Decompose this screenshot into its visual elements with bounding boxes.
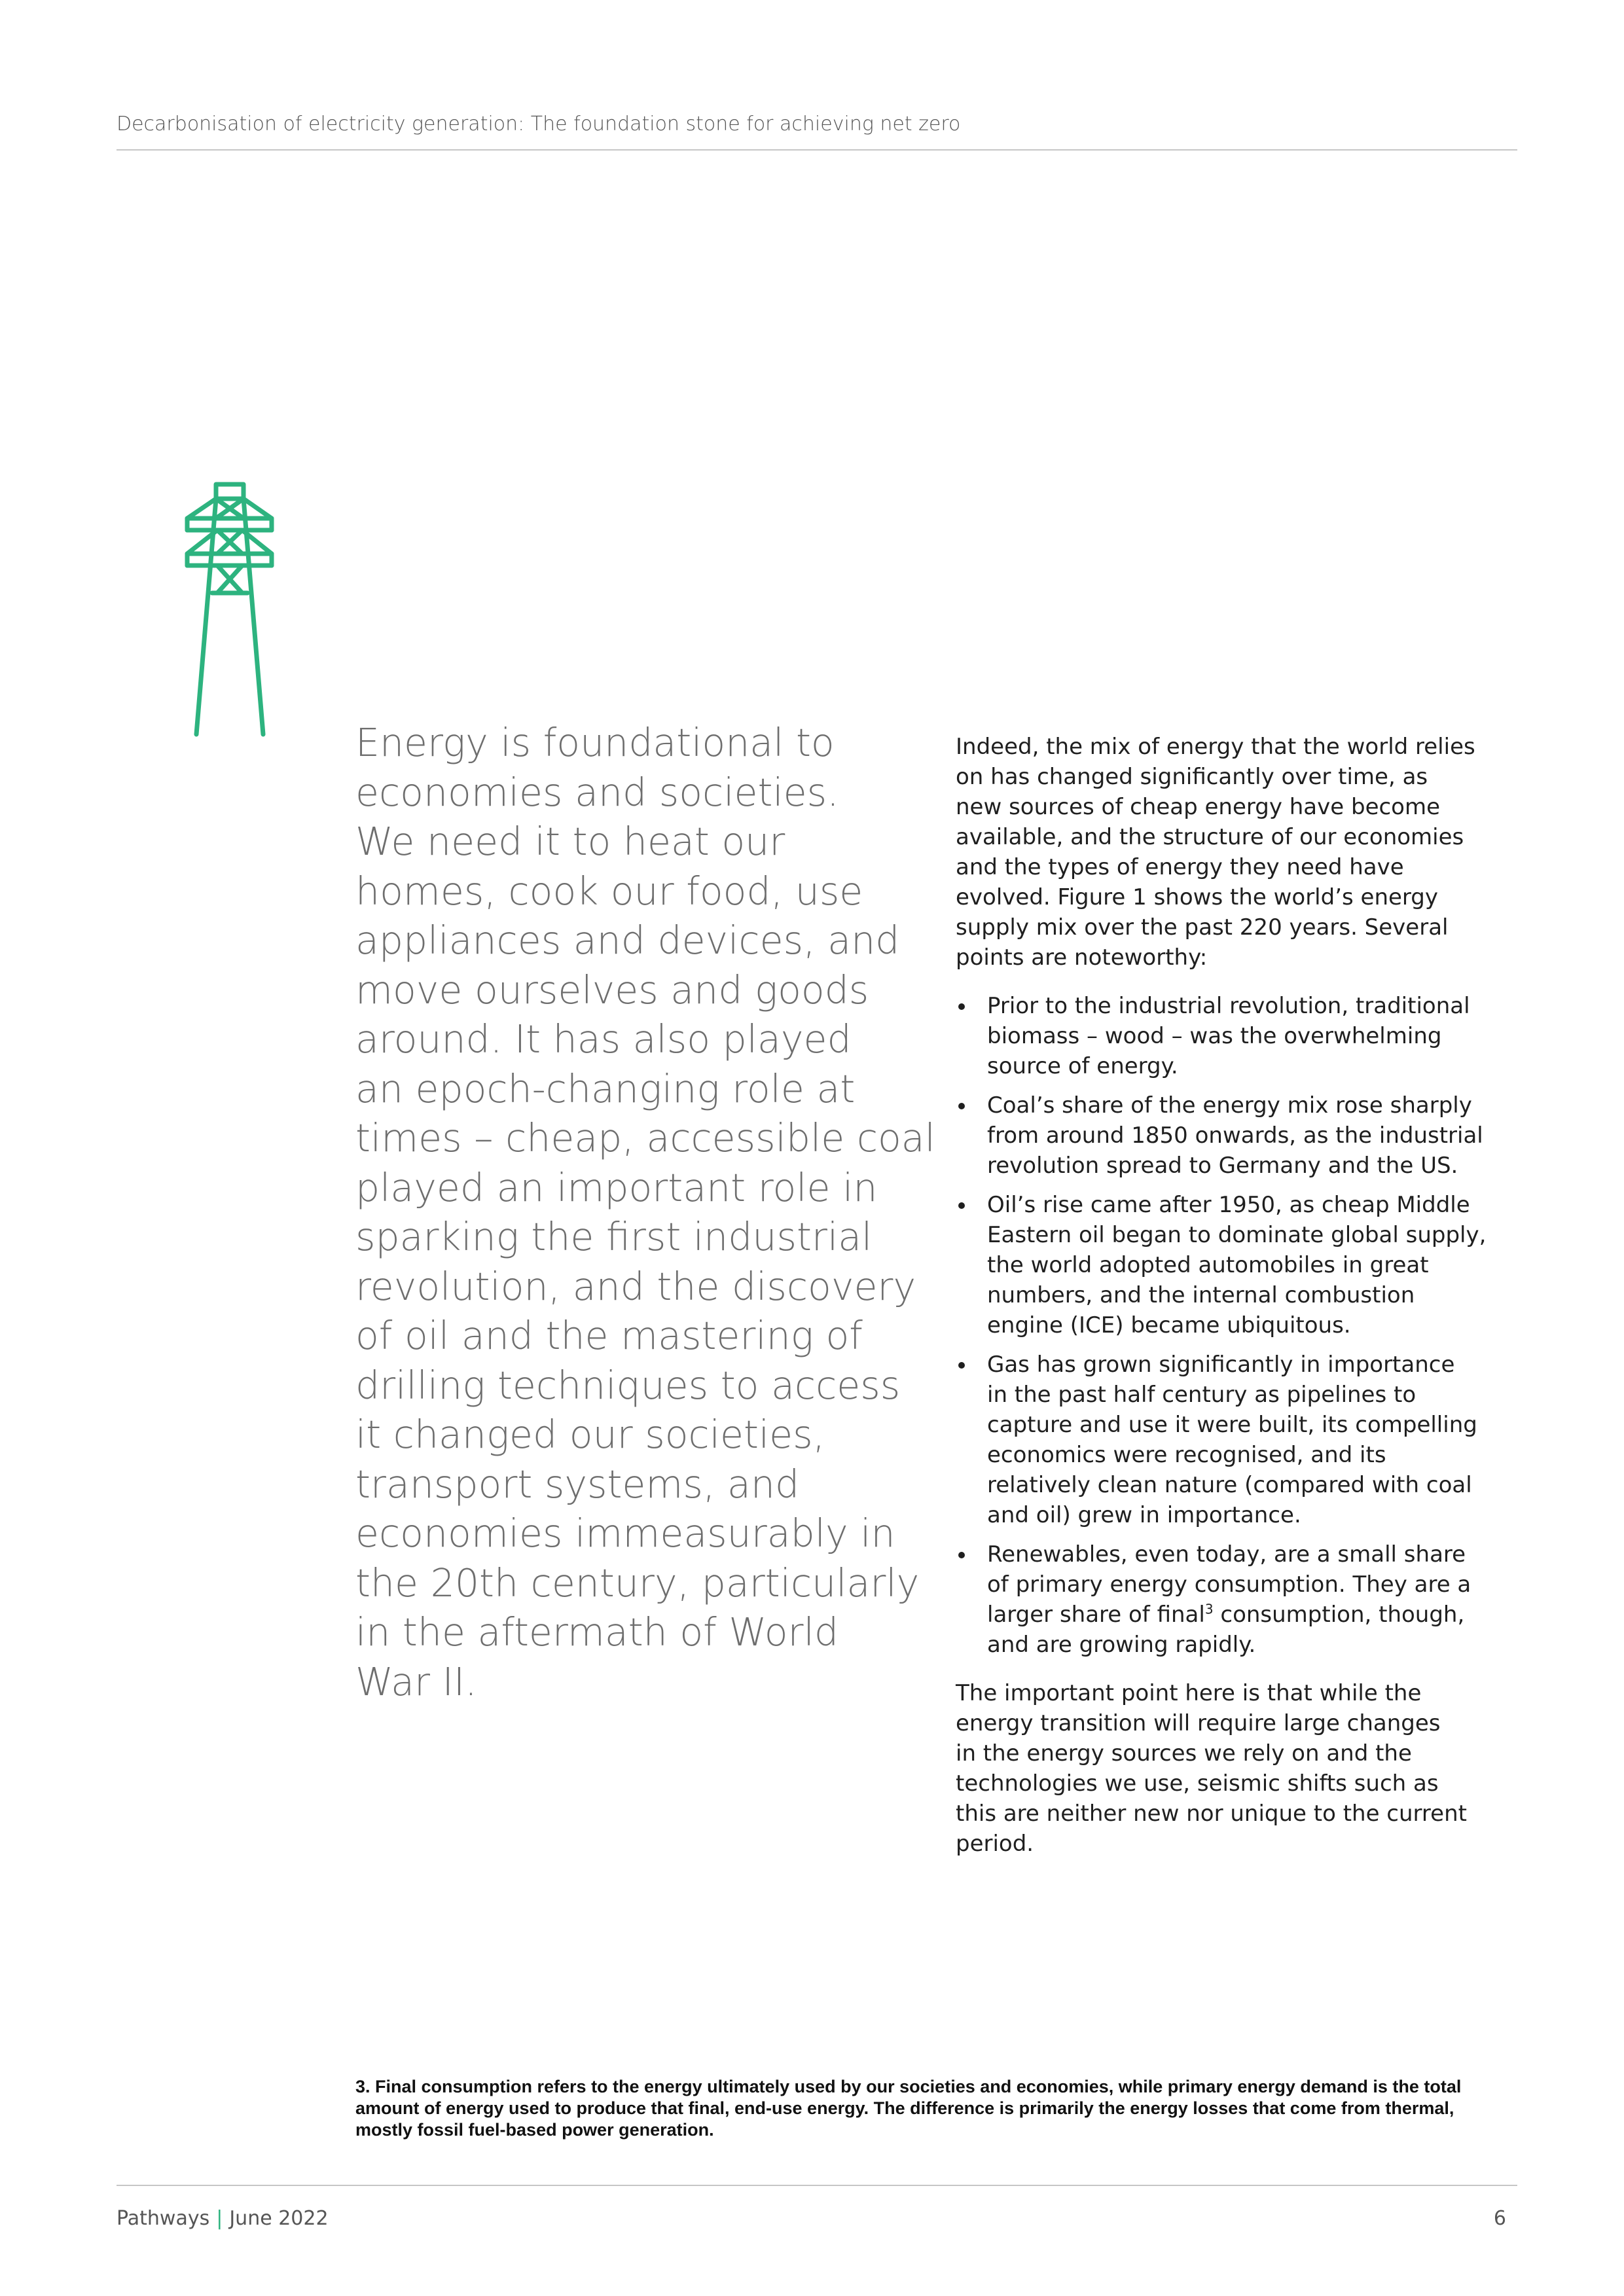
pull-quote-line: homes, cook our food, use xyxy=(355,869,863,914)
text-fragment: consumption, though, xyxy=(1213,1602,1465,1628)
text-line: of primary energy consumption. They are a xyxy=(987,1571,1471,1598)
text-line: period. xyxy=(956,1831,1034,1857)
pull-quote-line: sparking the first industrial xyxy=(355,1215,873,1259)
pull-quote-line: played an important role in xyxy=(355,1165,878,1210)
pull-quote-line: an epoch-changing role at xyxy=(355,1066,856,1111)
text-line: Gas has grown significantly in importance xyxy=(987,1352,1455,1378)
text-line: and oil) grew in importance. xyxy=(987,1502,1301,1528)
text-line: source of energy. xyxy=(987,1053,1178,1079)
page-number: 6 xyxy=(1493,2207,1506,2230)
text-line: Indeed, the mix of energy that the world relies xyxy=(956,734,1475,760)
text-line: relatively clean nature (compared with coal xyxy=(987,1472,1472,1498)
text-line: evolved. Figure 1 shows the world’s energy xyxy=(956,884,1438,910)
bullet-traditional-biomass xyxy=(956,991,1532,1081)
pull-quote-line: it changed our societies, xyxy=(355,1412,825,1457)
text-line: and are growing rapidly. xyxy=(987,1632,1256,1658)
pull-quote-line: in the aftermath of World xyxy=(355,1610,839,1655)
footnote-line: mostly fossil fuel-based power generation. xyxy=(355,2120,714,2140)
bullet-gas xyxy=(956,1350,1532,1530)
text-line: Eastern oil began to dominate global supply, xyxy=(987,1222,1487,1248)
bullet-renewables xyxy=(956,1539,1532,1660)
pull-quote xyxy=(355,719,935,1707)
text-line: technologies we use, seismic shifts such as xyxy=(956,1770,1439,1797)
pull-quote-line: move ourselves and goods xyxy=(355,967,869,1013)
footer-publication xyxy=(117,2207,329,2230)
text-line: this are neither new nor unique to the current xyxy=(956,1801,1467,1827)
pull-quote-line: Energy is foundational to xyxy=(355,721,835,765)
text-line: Renewables, even today, are a small share xyxy=(987,1541,1466,1568)
text-fragment: larger share of final xyxy=(987,1602,1205,1628)
footnote-line: amount of energy used to produce that final, end-use energy. The difference is primarily the energy losses that come from thermal, xyxy=(355,2098,1454,2118)
text-line: the world adopted automobiles in great xyxy=(987,1252,1429,1278)
pull-quote-line: times – cheap, accessible coal xyxy=(355,1116,935,1160)
footer-separator: | xyxy=(216,2207,223,2230)
footnote-marker: 3 xyxy=(1204,1601,1214,1617)
bullet-oil xyxy=(956,1190,1532,1340)
text-line: revolution spread to Germany and the US. xyxy=(987,1153,1458,1179)
text-line: capture and use it were built, its compelling xyxy=(987,1412,1477,1438)
running-header: Decarbonisation of electricity generation: The foundation stone for achieving net zero xyxy=(117,113,961,135)
text-line: supply mix over the past 220 years. Several xyxy=(956,914,1449,941)
text-line: in the energy sources we rely on and the xyxy=(956,1740,1412,1767)
pull-quote-line: economies and societies. xyxy=(355,770,839,815)
text-line: Oil’s rise came after 1950, as cheap Middle xyxy=(987,1192,1470,1218)
text-line: biomass – wood – was the overwhelming xyxy=(987,1023,1442,1049)
footnote-line: 3. Final consumption refers to the energy ultimately used by our societies and economies, while primary energy demand is the total xyxy=(355,2077,1462,2096)
intro-paragraph xyxy=(956,732,1532,973)
bullet-coal xyxy=(956,1090,1532,1181)
text-line: on has changed significantly over time, as xyxy=(956,764,1428,790)
noteworthy-points-list xyxy=(956,991,1532,1660)
body-column xyxy=(956,732,1532,1877)
publication-date: June 2022 xyxy=(229,2207,329,2230)
pull-quote-line: of oil and the mastering of xyxy=(355,1314,863,1358)
pull-quote-line: revolution, and the discovery xyxy=(355,1264,916,1309)
text-line: points are noteworthy: xyxy=(956,944,1208,971)
electricity-pylon-icon xyxy=(131,478,327,740)
footer-divider xyxy=(117,2185,1517,2186)
text-line: Coal’s share of the energy mix rose sharply xyxy=(987,1092,1472,1119)
text-line: new sources of cheap energy have become xyxy=(956,794,1441,820)
text-line: and the types of energy they need have xyxy=(956,854,1404,880)
pull-quote-line: around. It has also played xyxy=(355,1017,852,1062)
pull-quote-line: drilling techniques to access xyxy=(355,1363,901,1408)
text-line: energy transition will require large changes xyxy=(956,1710,1441,1736)
text-line: from around 1850 onwards, as the industrial xyxy=(987,1122,1483,1149)
text-line xyxy=(987,1600,1532,1630)
text-line: engine (ICE) became ubiquitous. xyxy=(987,1312,1351,1338)
text-line: Prior to the industrial revolution, traditional xyxy=(987,993,1470,1019)
header-divider xyxy=(117,149,1517,151)
text-line: The important point here is that while the xyxy=(956,1680,1422,1706)
closing-paragraph xyxy=(956,1678,1532,1859)
pull-quote-line: We need it to heat our xyxy=(355,819,785,864)
pull-quote-line: transport systems, and xyxy=(355,1462,800,1507)
text-line: numbers, and the internal combustion xyxy=(987,1282,1415,1308)
publication-name: Pathways xyxy=(117,2207,210,2230)
pull-quote-line: War II. xyxy=(355,1659,477,1704)
footnote xyxy=(355,2076,1521,2141)
pull-quote-line: the 20th century, particularly xyxy=(355,1560,920,1605)
text-line: available, and the structure of our economies xyxy=(956,824,1464,850)
text-line: in the past half century as pipelines to xyxy=(987,1382,1416,1408)
pull-quote-line: appliances and devices, and xyxy=(355,918,900,963)
pull-quote-line: economies immeasurably in xyxy=(355,1511,895,1556)
text-line: economics were recognised, and its xyxy=(987,1442,1386,1468)
